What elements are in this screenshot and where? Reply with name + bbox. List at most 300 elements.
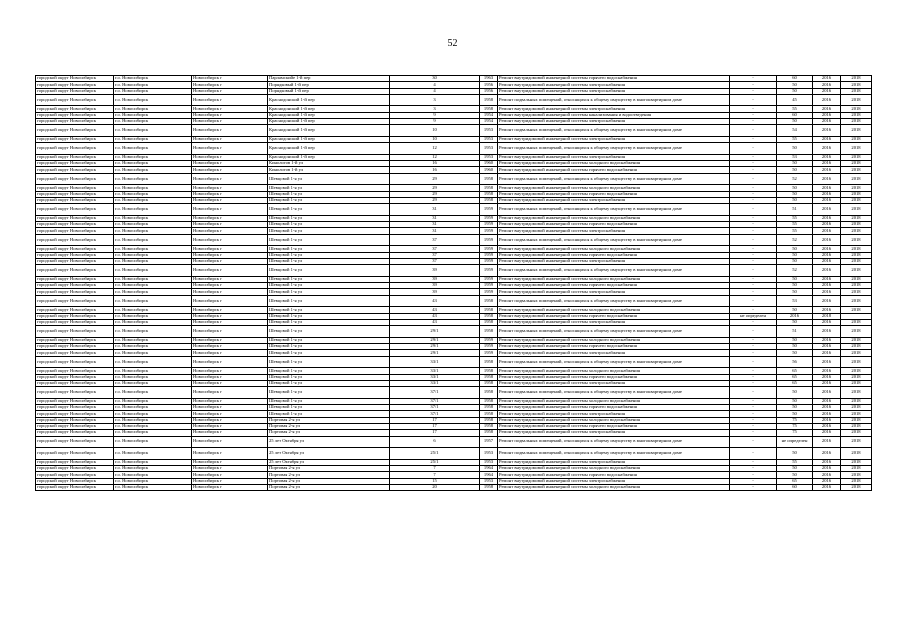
area-cell: 60 xyxy=(777,112,813,118)
start-year-cell: 2016 xyxy=(813,204,841,216)
work-type-cell: Ремонт подвальных помещений, относящихся к общему имуществу в многоквартирном доме xyxy=(498,204,730,216)
city-cell: Новосибирск г xyxy=(192,283,268,289)
end-year-cell: 2018 xyxy=(841,234,872,246)
city-cell: Новосибирск г xyxy=(192,374,268,380)
indicator-cell: - xyxy=(730,411,777,417)
house-number-cell: 39 xyxy=(390,289,480,295)
work-type-cell: Ремонт внутридомовой инженерной системы горячего водоснабжения xyxy=(498,472,730,478)
district-cell: городской округ Новосибирск xyxy=(36,344,114,350)
city-cell: Новосибирск г xyxy=(192,143,268,155)
end-year-cell: 2018 xyxy=(841,326,872,338)
indicator-cell: - xyxy=(730,398,777,404)
city-cell: Новосибирск г xyxy=(192,94,268,106)
indicator-cell: - xyxy=(730,374,777,380)
city-cell: Новосибирск г xyxy=(192,398,268,404)
district-cell: городской округ Новосибирск xyxy=(36,295,114,307)
work-type-cell: Ремонт подвальных помещений, относящихся к общему имуществу в многоквартирном доме xyxy=(498,326,730,338)
district-cell: городской округ Новосибирск xyxy=(36,154,114,160)
indicator-cell: - xyxy=(730,228,777,234)
indicator-cell: - xyxy=(730,185,777,191)
start-year-cell: 2016 xyxy=(813,88,841,94)
end-year-cell: 2018 xyxy=(841,417,872,423)
street-cell: Шевцовой 1-я ул xyxy=(268,319,390,325)
settlement-cell: г.о. Новосибирск xyxy=(114,76,192,82)
street-cell: Шевцовой 1-я ул xyxy=(268,368,390,374)
work-type-cell: Ремонт внутридомовой инженерной системы холодного водоснабжения xyxy=(498,484,730,490)
settlement-cell: г.о. Новосибирск xyxy=(114,154,192,160)
house-number-cell: 10 xyxy=(390,125,480,137)
indicator-cell: - xyxy=(730,307,777,313)
work-type-cell: Ремонт внутридомовой инженерной системы электроснабжения xyxy=(498,459,730,465)
house-number-cell: 43 xyxy=(390,295,480,307)
city-cell: Новосибирск г xyxy=(192,313,268,319)
indicator-cell: - xyxy=(730,252,777,258)
indicator-cell: - xyxy=(730,436,777,448)
district-cell: городской округ Новосибирск xyxy=(36,448,114,460)
settlement-cell: г.о. Новосибирск xyxy=(114,307,192,313)
house-number-cell: 15 xyxy=(390,478,480,484)
street-cell: Краснодонский 1-й пер xyxy=(268,154,390,160)
settlement-cell: г.о. Новосибирск xyxy=(114,119,192,125)
city-cell: Новосибирск г xyxy=(192,459,268,465)
district-cell: городской округ Новосибирск xyxy=(36,215,114,221)
build-year-cell: 1959 xyxy=(480,234,498,246)
city-cell: Новосибирск г xyxy=(192,478,268,484)
settlement-cell: г.о. Новосибирск xyxy=(114,246,192,252)
work-type-cell: Ремонт подвальных помещений, относящихся к общему имуществу в многоквартирном доме xyxy=(498,265,730,277)
build-year-cell: 1958 xyxy=(480,191,498,197)
start-year-cell: 2016 xyxy=(813,143,841,155)
area-cell: 50 xyxy=(777,398,813,404)
street-cell: Краснодонский 1-й пер xyxy=(268,125,390,137)
work-type-cell: Ремонт внутридомовой инженерной системы холодного водоснабжения xyxy=(498,276,730,282)
area-cell: 55 xyxy=(777,106,813,112)
area-cell: 65 xyxy=(777,380,813,386)
build-year-cell: 1958 xyxy=(480,405,498,411)
indicator-cell: - xyxy=(730,246,777,252)
house-number-cell: 29/1 xyxy=(390,326,480,338)
area-cell: 50 xyxy=(777,161,813,167)
start-year-cell: 2016 xyxy=(813,283,841,289)
street-cell: Краснодонский 1-й пер xyxy=(268,119,390,125)
house-number-cell: 25/1 xyxy=(390,448,480,460)
house-number-cell: 4 xyxy=(390,88,480,94)
house-number-cell: 39 xyxy=(390,265,480,277)
house-number-cell: 37/1 xyxy=(390,405,480,411)
house-number-cell: 17 xyxy=(390,417,480,423)
end-year-cell: 2018 xyxy=(841,246,872,252)
start-year-cell: 2016 xyxy=(813,197,841,203)
build-year-cell: 1958 xyxy=(480,430,498,436)
settlement-cell: г.о. Новосибирск xyxy=(114,106,192,112)
settlement-cell: г.о. Новосибирск xyxy=(114,319,192,325)
indicator-cell: - xyxy=(730,173,777,185)
area-cell: 50 xyxy=(777,344,813,350)
area-cell: 50 xyxy=(777,246,813,252)
street-cell: Шевцовой 1-я ул xyxy=(268,387,390,399)
house-number-cell: 29/1 xyxy=(390,344,480,350)
house-number-cell: 9 xyxy=(390,112,480,118)
city-cell: Новосибирск г xyxy=(192,472,268,478)
area-cell: 50 xyxy=(777,337,813,343)
work-type-cell: Ремонт внутридомовой инженерной системы горячего водоснабжения xyxy=(498,313,730,319)
area-cell: 50 xyxy=(777,143,813,155)
build-year-cell: 1958 xyxy=(480,368,498,374)
area-cell: 65 xyxy=(777,368,813,374)
city-cell: Новосибирск г xyxy=(192,76,268,82)
build-year-cell: 1959 xyxy=(480,228,498,234)
start-year-cell: 2016 xyxy=(813,191,841,197)
house-number-cell: 31 xyxy=(390,228,480,234)
city-cell: Новосибирск г xyxy=(192,466,268,472)
settlement-cell: г.о. Новосибирск xyxy=(114,380,192,386)
indicator-cell: - xyxy=(730,204,777,216)
start-year-cell: 2016 xyxy=(813,246,841,252)
street-cell: Шевцовой 1-я ул xyxy=(268,295,390,307)
build-year-cell: 1953 xyxy=(480,478,498,484)
table-row xyxy=(36,143,872,155)
start-year-cell: 2016 xyxy=(813,161,841,167)
start-year-cell: 2016 xyxy=(813,484,841,490)
district-cell: городской округ Новосибирск xyxy=(36,258,114,264)
street-cell: Краснодонский 1-й пер xyxy=(268,143,390,155)
build-year-cell: 1956 xyxy=(480,82,498,88)
district-cell: городской округ Новосибирск xyxy=(36,436,114,448)
indicator-cell: - xyxy=(730,350,777,356)
house-number-cell: 7 xyxy=(390,472,480,478)
work-type-cell: Ремонт внутридомовой инженерной системы горячего водоснабжения xyxy=(498,167,730,173)
end-year-cell: 2018 xyxy=(841,154,872,160)
end-year-cell: 2018 xyxy=(841,466,872,472)
house-number-cell: 25/1 xyxy=(390,459,480,465)
area-cell: 75 xyxy=(777,417,813,423)
end-year-cell: 2018 xyxy=(841,478,872,484)
indicator-cell: - xyxy=(730,167,777,173)
indicator-cell: - xyxy=(730,368,777,374)
area-cell: 50 xyxy=(777,167,813,173)
work-type-cell: Ремонт внутридомовой инженерной системы электроснабжения xyxy=(498,411,730,417)
build-year-cell: 1958 xyxy=(480,295,498,307)
district-cell: городской округ Новосибирск xyxy=(36,337,114,343)
street-cell: Портовая 2-я ул xyxy=(268,466,390,472)
house-number-cell: 12 xyxy=(390,143,480,155)
start-year-cell: 2016 xyxy=(813,326,841,338)
house-number-cell: 37/1 xyxy=(390,411,480,417)
build-year-cell: 1953 xyxy=(480,154,498,160)
indicator-cell: - xyxy=(730,472,777,478)
indicator-cell: - xyxy=(730,88,777,94)
city-cell: Новосибирск г xyxy=(192,405,268,411)
table-row xyxy=(36,125,872,137)
house-number-cell: 20 xyxy=(390,484,480,490)
end-year-cell: 2018 xyxy=(841,319,872,325)
street-cell: Кинологов 1-й ул xyxy=(268,161,390,167)
area-cell: 53 xyxy=(777,154,813,160)
start-year-cell: 2016 xyxy=(813,228,841,234)
work-type-cell: Ремонт подвальных помещений, относящихся к общему имуществу в многоквартирном доме xyxy=(498,143,730,155)
area-cell: 50 xyxy=(777,82,813,88)
indicator-cell: - xyxy=(730,356,777,368)
district-cell: городской округ Новосибирск xyxy=(36,368,114,374)
district-cell: городской округ Новосибирск xyxy=(36,283,114,289)
settlement-cell: г.о. Новосибирск xyxy=(114,368,192,374)
street-cell: Шевцовой 1-я ул xyxy=(268,215,390,221)
end-year-cell: 2018 xyxy=(841,252,872,258)
start-year-cell: 2016 xyxy=(813,307,841,313)
indicator-cell: - xyxy=(730,295,777,307)
work-type-cell: Ремонт подвальных помещений, относящихся к общему имуществу в многоквартирном доме xyxy=(498,125,730,137)
indicator-cell: - xyxy=(730,119,777,125)
indicator-cell: - xyxy=(730,143,777,155)
work-type-cell: Ремонт внутридомовой инженерной системы электроснабжения xyxy=(498,88,730,94)
street-cell: Портовая 2-я ул xyxy=(268,478,390,484)
table-row xyxy=(36,204,872,216)
district-cell: городской округ Новосибирск xyxy=(36,234,114,246)
indicator-cell: - xyxy=(730,215,777,221)
work-type-cell: Ремонт внутридомовой инженерной системы холодного водоснабжения xyxy=(498,307,730,313)
settlement-cell: г.о. Новосибирск xyxy=(114,356,192,368)
district-cell: городской округ Новосибирск xyxy=(36,466,114,472)
start-year-cell: 2016 xyxy=(813,448,841,460)
indicator-cell: - xyxy=(730,154,777,160)
street-cell: 25 лет Октября ул xyxy=(268,436,390,448)
start-year-cell: 2016 xyxy=(813,265,841,277)
area-cell: 53 xyxy=(777,295,813,307)
start-year-cell: 2016 xyxy=(813,185,841,191)
end-year-cell: 2018 xyxy=(841,472,872,478)
city-cell: Новосибирск г xyxy=(192,106,268,112)
city-cell: Новосибирск г xyxy=(192,350,268,356)
work-type-cell: Ремонт подвальных помещений, относящихся к общему имуществу в многоквартирном доме xyxy=(498,234,730,246)
indicator-cell: - xyxy=(730,380,777,386)
build-year-cell: 1953 xyxy=(480,125,498,137)
city-cell: Новосибирск г xyxy=(192,356,268,368)
end-year-cell: 2018 xyxy=(841,136,872,142)
build-year-cell: 1958 xyxy=(480,319,498,325)
start-year-cell: 2016 xyxy=(813,380,841,386)
settlement-cell: г.о. Новосибирск xyxy=(114,197,192,203)
build-year-cell: 1953 xyxy=(480,136,498,142)
street-cell: Шевцовой 1-я ул xyxy=(268,411,390,417)
settlement-cell: г.о. Новосибирск xyxy=(114,215,192,221)
house-number-cell: 12 xyxy=(390,154,480,160)
work-type-cell: Ремонт подвальных помещений, относящихся к общему имуществу в многоквартирном доме xyxy=(498,387,730,399)
indicator-cell: - xyxy=(730,191,777,197)
build-year-cell: 1959 xyxy=(480,222,498,228)
district-cell: городской округ Новосибирск xyxy=(36,119,114,125)
area-cell: 50 xyxy=(777,88,813,94)
house-number-cell: 29 xyxy=(390,185,480,191)
city-cell: Новосибирск г xyxy=(192,417,268,423)
work-type-cell: Ремонт внутридомовой инженерной системы горячего водоснабжения xyxy=(498,191,730,197)
street-cell: Портовая 2-я ул xyxy=(268,472,390,478)
build-year-cell: 1958 xyxy=(480,185,498,191)
street-cell: Шевцовой 1-я ул xyxy=(268,398,390,404)
end-year-cell: 2018 xyxy=(841,295,872,307)
street-cell: Шевцовой 1-я ул xyxy=(268,252,390,258)
street-cell: 25 лет Октября ул xyxy=(268,459,390,465)
start-year-cell: 2016 xyxy=(813,112,841,118)
area-cell: 55 xyxy=(777,459,813,465)
district-cell: городской округ Новосибирск xyxy=(36,167,114,173)
street-cell: Шевцовой 1-я ул xyxy=(268,246,390,252)
build-year-cell: 1959 xyxy=(480,204,498,216)
work-type-cell: Ремонт подвальных помещений, относящихся к общему имуществу в многоквартирном доме xyxy=(498,448,730,460)
street-cell: Краснодонский 1-й пер xyxy=(268,112,390,118)
district-cell: городской округ Новосибирск xyxy=(36,252,114,258)
end-year-cell: 2018 xyxy=(841,344,872,350)
end-year-cell: 2018 xyxy=(841,374,872,380)
work-type-cell: Ремонт внутридомовой инженерной системы электроснабжения xyxy=(498,154,730,160)
build-year-cell: 1958 xyxy=(480,411,498,417)
indicator-cell: - xyxy=(730,136,777,142)
street-cell: Шевцовой 1-я ул xyxy=(268,344,390,350)
settlement-cell: г.о. Новосибирск xyxy=(114,313,192,319)
start-year-cell: 2016 xyxy=(813,423,841,429)
street-cell: Портовая 2-я ул xyxy=(268,423,390,429)
house-number-cell: 33/1 xyxy=(390,380,480,386)
indicator-cell: - xyxy=(730,430,777,436)
area-cell: 50 xyxy=(777,119,813,125)
area-cell: 51 xyxy=(777,204,813,216)
start-year-cell: 2016 xyxy=(813,258,841,264)
settlement-cell: г.о. Новосибирск xyxy=(114,344,192,350)
city-cell: Новосибирск г xyxy=(192,119,268,125)
end-year-cell: 2018 xyxy=(841,368,872,374)
end-year-cell: 2018 xyxy=(841,161,872,167)
city-cell: Новосибирск г xyxy=(192,387,268,399)
work-type-cell: Ремонт подвальных помещений, относящихся к общему имуществу в многоквартирном доме xyxy=(498,94,730,106)
settlement-cell: г.о. Новосибирск xyxy=(114,234,192,246)
street-cell: Шевцовой 1-я ул xyxy=(268,173,390,185)
end-year-cell: 2018 xyxy=(841,191,872,197)
street-cell: Шевцовой 1-я ул xyxy=(268,307,390,313)
city-cell: Новосибирск г xyxy=(192,82,268,88)
settlement-cell: г.о. Новосибирск xyxy=(114,228,192,234)
indicator-cell: не определен xyxy=(730,313,777,319)
indicator-cell: - xyxy=(730,484,777,490)
indicator-cell: - xyxy=(730,459,777,465)
indicator-cell: - xyxy=(730,94,777,106)
indicator-cell: - xyxy=(730,387,777,399)
street-cell: Краснодонский 1-й пер xyxy=(268,94,390,106)
settlement-cell: г.о. Новосибирск xyxy=(114,204,192,216)
table-row xyxy=(36,326,872,338)
house-number-cell: 7 xyxy=(390,466,480,472)
start-year-cell: 2016 xyxy=(813,337,841,343)
end-year-cell: 2018 xyxy=(841,283,872,289)
district-cell: городской округ Новосибирск xyxy=(36,228,114,234)
indicator-cell: - xyxy=(730,76,777,82)
city-cell: Новосибирск г xyxy=(192,319,268,325)
area-cell: 55 xyxy=(777,228,813,234)
build-year-cell: 1959 xyxy=(480,215,498,221)
start-year-cell: 2016 xyxy=(813,466,841,472)
table-row xyxy=(36,265,872,277)
settlement-cell: г.о. Новосибирск xyxy=(114,405,192,411)
start-year-cell: 2016 xyxy=(813,459,841,465)
work-type-cell: Ремонт внутридомовой инженерной системы электроснабжения xyxy=(498,106,730,112)
city-cell: Новосибирск г xyxy=(192,234,268,246)
house-number-cell: 37 xyxy=(390,258,480,264)
house-number-cell: 29 xyxy=(390,173,480,185)
district-cell: городской округ Новосибирск xyxy=(36,76,114,82)
table-row xyxy=(36,436,872,448)
district-cell: городской округ Новосибирск xyxy=(36,472,114,478)
area-cell: 50 xyxy=(777,197,813,203)
settlement-cell: г.о. Новосибирск xyxy=(114,417,192,423)
indicator-cell: - xyxy=(730,222,777,228)
settlement-cell: г.о. Новосибирск xyxy=(114,112,192,118)
indicator-cell: - xyxy=(730,423,777,429)
district-cell: городской округ Новосибирск xyxy=(36,265,114,277)
settlement-cell: г.о. Новосибирск xyxy=(114,484,192,490)
settlement-cell: г.о. Новосибирск xyxy=(114,125,192,137)
build-year-cell: 1963 xyxy=(480,76,498,82)
settlement-cell: г.о. Новосибирск xyxy=(114,289,192,295)
end-year-cell: 2018 xyxy=(841,228,872,234)
indicator-cell: - xyxy=(730,125,777,137)
area-cell: не определен xyxy=(777,436,813,448)
street-cell: Шевцовой 1-я ул xyxy=(268,234,390,246)
end-year-cell: 2018 xyxy=(841,276,872,282)
work-type-cell: Ремонт внутридомовой инженерной системы горячего водоснабжения xyxy=(498,344,730,350)
work-type-cell: Ремонт внутридомовой инженерной системы холодного водоснабжения xyxy=(498,368,730,374)
build-year-cell: 1958 xyxy=(480,423,498,429)
house-number-cell: 31 xyxy=(390,215,480,221)
district-cell: городской округ Новосибирск xyxy=(36,411,114,417)
district-cell: городской округ Новосибирск xyxy=(36,222,114,228)
area-cell: 55 xyxy=(777,215,813,221)
street-cell: Шевцовой 1-я ул xyxy=(268,283,390,289)
city-cell: Новосибирск г xyxy=(192,423,268,429)
area-cell: 65 xyxy=(777,374,813,380)
area-cell: 55 xyxy=(777,222,813,228)
settlement-cell: г.о. Новосибирск xyxy=(114,143,192,155)
street-cell: Шевцовой 1-я ул xyxy=(268,222,390,228)
end-year-cell: 2018 xyxy=(841,337,872,343)
district-cell: городской округ Новосибирск xyxy=(36,417,114,423)
settlement-cell: г.о. Новосибирск xyxy=(114,167,192,173)
work-type-cell: Ремонт внутридомовой инженерной системы электроснабжения xyxy=(498,82,730,88)
start-year-cell: 2016 xyxy=(813,478,841,484)
indicator-cell: - xyxy=(730,344,777,350)
end-year-cell: 2018 xyxy=(841,94,872,106)
build-year-cell: 1959 xyxy=(480,246,498,252)
district-cell: городской округ Новосибирск xyxy=(36,430,114,436)
area-cell: 60 xyxy=(777,76,813,82)
build-year-cell: 1958 xyxy=(480,197,498,203)
city-cell: Новосибирск г xyxy=(192,289,268,295)
settlement-cell: г.о. Новосибирск xyxy=(114,276,192,282)
end-year-cell: 2018 xyxy=(841,125,872,137)
area-cell: 50 xyxy=(777,276,813,282)
city-cell: Новосибирск г xyxy=(192,411,268,417)
city-cell: Новосибирск г xyxy=(192,161,268,167)
house-number-cell: 37/1 xyxy=(390,387,480,399)
house-number-cell: 30 xyxy=(390,76,480,82)
start-year-cell: 2016 xyxy=(813,215,841,221)
end-year-cell: 2018 xyxy=(841,387,872,399)
build-year-cell: 1958 xyxy=(480,313,498,319)
build-year-cell: 1964 xyxy=(480,466,498,472)
district-cell: городской округ Новосибирск xyxy=(36,307,114,313)
street-cell: Шевцовой 1-я ул xyxy=(268,265,390,277)
settlement-cell: г.о. Новосибирск xyxy=(114,191,192,197)
street-cell: Портовая 2-я ул xyxy=(268,484,390,490)
table-row xyxy=(36,448,872,460)
build-year-cell: 1959 xyxy=(480,276,498,282)
